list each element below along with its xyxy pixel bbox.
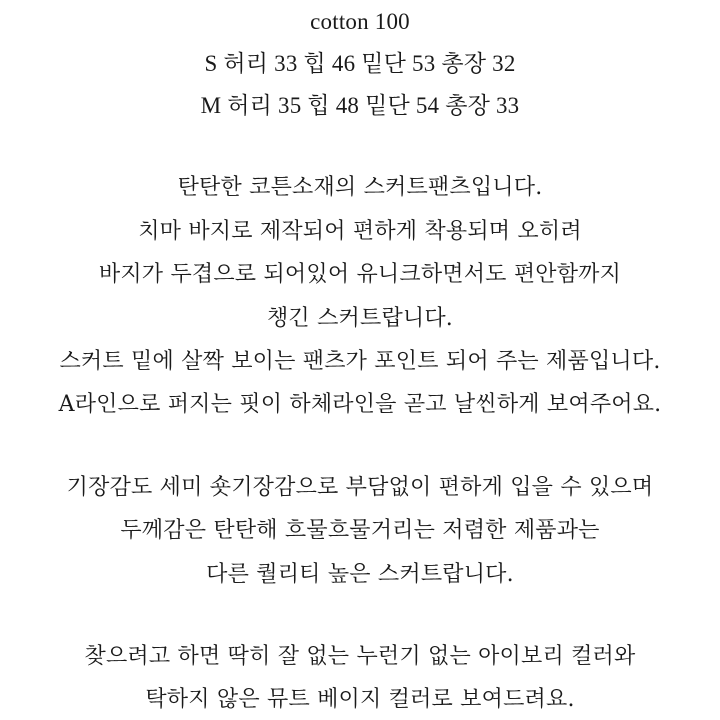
color-line: 탁하지 않은 뮤트 베이지 컬러로 보여드려요. xyxy=(145,687,575,712)
description-line: 치마 바지로 제작되어 편하게 착용되며 오히려 xyxy=(138,219,582,244)
description-line: 바지가 두겹으로 되어있어 유니크하면서도 편안함까지 xyxy=(98,262,622,287)
size-s-line: S 허리 33 힙 46 밑단 53 총장 32 xyxy=(204,51,516,76)
detail-line: 다른 퀄리티 높은 스커트랍니다. xyxy=(206,562,514,587)
material-line: cotton 100 xyxy=(310,9,410,34)
description-line: 스커트 밑에 살짝 보이는 팬츠가 포인트 되어 주는 제품입니다. xyxy=(59,349,661,374)
size-m-line: M 허리 35 힙 48 밑단 54 총장 33 xyxy=(200,93,520,118)
detail-line: 두께감은 탄탄해 흐물흐물거리는 저렴한 제품과는 xyxy=(120,518,600,543)
description-line: 탄탄한 코튼소재의 스커트팬츠입니다. xyxy=(177,175,543,200)
description-line: 챙긴 스커트랍니다. xyxy=(266,306,453,331)
detail-line: 기장감도 세미 숏기장감으로 부담없이 편하게 입을 수 있으며 xyxy=(66,475,654,500)
color-line: 찾으려고 하면 딱히 잘 없는 누런기 없는 아이보리 컬러와 xyxy=(84,644,636,669)
description-line: A라인으로 퍼지는 핏이 하체라인을 곧고 날씬하게 보여주어요. xyxy=(58,392,662,417)
